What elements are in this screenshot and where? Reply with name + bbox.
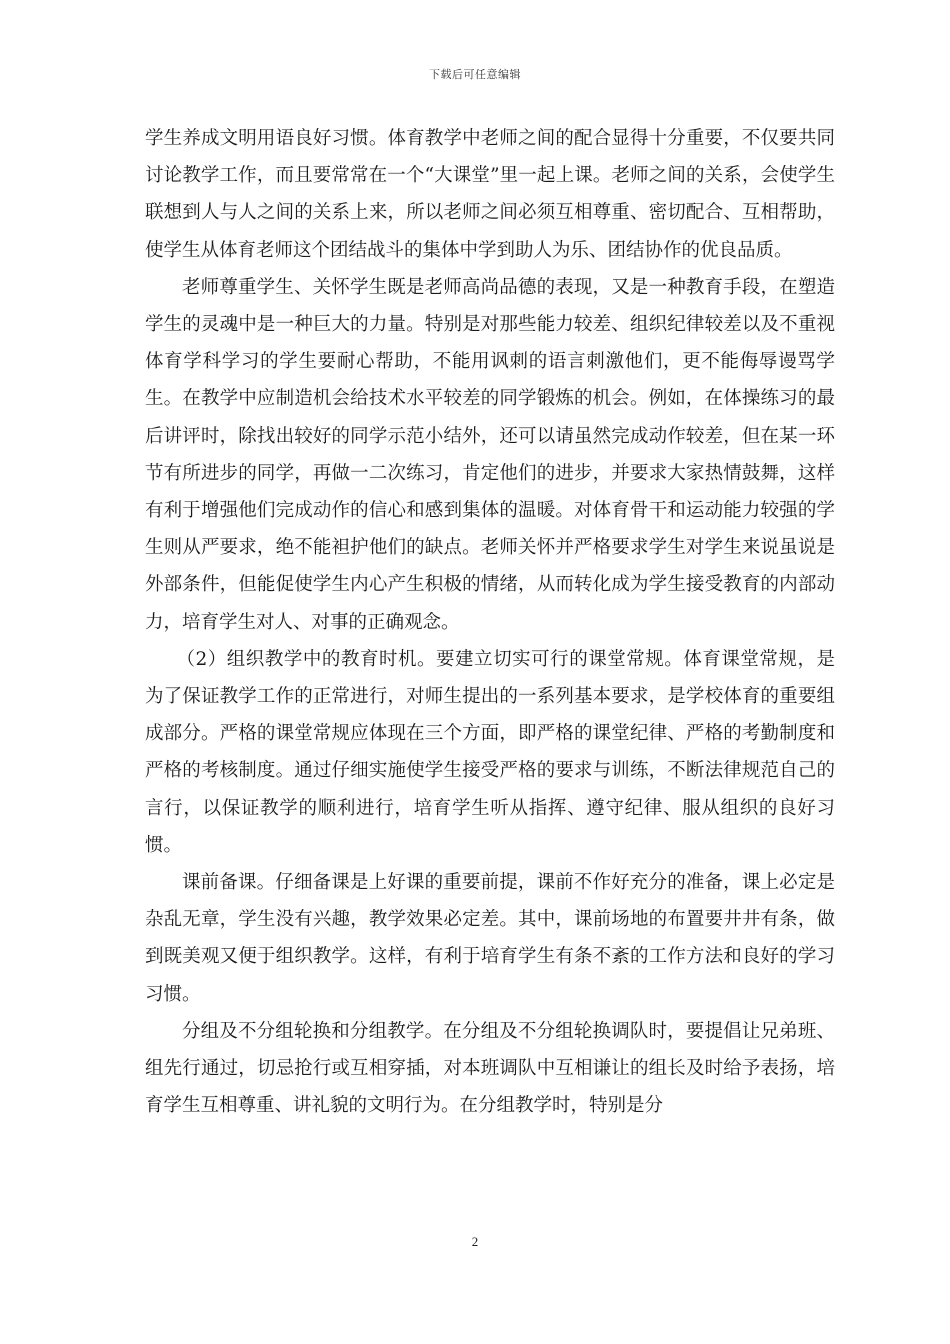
paragraph: 学生养成文明用语良好习惯。体育教学中老师之间的配合显得十分重要，不仅要共同讨论教学工作，而且要常常在一个“大课堂”里一起上课。老师之间的关系，会使学生联想到人与人之间的关系上来，所以老师之间必须互相尊重、密切配合、互相帮助，使学生从体育老师这个团结战斗的集体中学到助人为乐、团结协作的优良品质。 bbox=[145, 128, 835, 261]
paragraph: 分组及不分组轮换和分组教学。在分组及不分组轮换调队时，要提倡让兄弟班、组先行通过，切忌抢行或互相穿插，对本班调队中互相谦让的组长及时给予表扬，培育学生互相尊重、讲礼貌的文明行为。在分组教学时，特别是分 bbox=[145, 1020, 835, 1117]
paragraph: 老师尊重学生、关怀学生既是老师高尚品德的表现，又是一种教育手段，在塑造学生的灵魂中是一种巨大的力量。特别是对那些能力较差、组织纪律较差以及不重视体育学科学习的学生要耐心帮助，不能用讽刺的语言刺激他们，更不能侮辱谩骂学生。在教学中应制造机会给技术水平较差的同学锻炼的机会。例如，在体操练习的最后讲评时，除找出较好的同学示范小结外，还可以请虽然完成动作较差，但在某一环节有所进步的同学，再做一二次练习，肯定他们的进步，并要求大家热情鼓舞，这样有利于增强他们完成动作的信心和感到集体的温暖。对体育骨干和运动能力较强的学生则从严要求，绝不能袒护他们的缺点。老师关怀并严格要求学生对学生来说虽说是外部条件，但能促使学生内心产生积极的情绪，从而转化成为学生接受教育的内部动力，培育学生对人、对事的正确观念。 bbox=[145, 276, 835, 633]
page-number: 2 bbox=[471, 1234, 479, 1249]
paragraph: 课前备课。仔细备课是上好课的重要前提，课前不作好充分的准备，课上必定是杂乱无章，学生没有兴趣，教学效果必定差。其中，课前场地的布置要井井有条，做到既美观又便于组织教学。这样，有利于培育学生有条不紊的工作方法和良好的学习习惯。 bbox=[145, 872, 835, 1005]
paragraph: （2）组织教学中的教育时机。要建立切实可行的课堂常规。体育课堂常规，是为了保证教学工作的正常进行，对师生提出的一系列基本要求，是学校体育的重要组成部分。严格的课堂常规应体现在三个方面，即严格的课堂纪律、严格的考勤制度和严格的考核制度。通过仔细实施使学生接受严格的要求与训练，不断法律规范自己的言行，以保证教学的顺利进行，培育学生听从指挥、遵守纪律、服从组织的良好习惯。 bbox=[145, 648, 835, 856]
document-body bbox=[145, 120, 835, 1124]
page-header: 下载后可任意编辑 bbox=[429, 68, 521, 81]
